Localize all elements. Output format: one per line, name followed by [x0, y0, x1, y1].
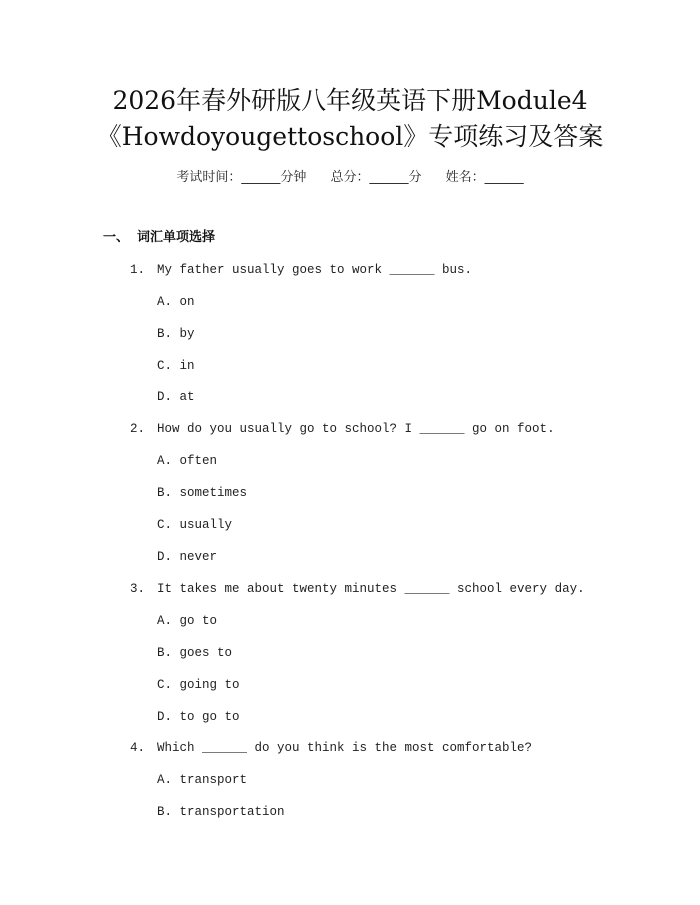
option-2a: A. often: [157, 454, 218, 468]
total-score: 总分：______分: [330, 170, 422, 185]
question-number: 4.: [130, 741, 146, 755]
option-2b: B. sometimes: [157, 486, 248, 500]
student-name: 姓名：______: [445, 170, 524, 185]
question-text: Which ______ do you think is the most comfortable?: [157, 741, 533, 755]
option-3b: B. goes to: [157, 646, 233, 660]
question-3: [130, 581, 585, 597]
question-1: [130, 262, 472, 278]
exam-info: [0, 169, 700, 187]
exam-time: 考试时间：______分钟: [176, 170, 307, 185]
section-title: 词汇单项选择: [137, 230, 216, 245]
option-3d: D. to go to: [157, 710, 240, 724]
question-2: [130, 421, 555, 437]
section-number: 一、: [103, 230, 130, 245]
question-number: 2.: [130, 422, 146, 436]
question-text: It takes me about twenty minutes ______ school every day.: [157, 582, 585, 596]
option-2c: C. usually: [157, 518, 233, 532]
question-number: 1.: [130, 263, 146, 277]
question-number: 3.: [130, 582, 146, 596]
option-2d: D. never: [157, 550, 218, 564]
question-4: [130, 740, 532, 756]
document-title-line-2: 《Howdoyougettoschool》专项练习及答案: [96, 122, 604, 151]
option-4b: B. transportation: [157, 805, 285, 819]
option-1a: A. on: [157, 295, 195, 309]
question-text: How do you usually go to school? I ______ go on foot.: [157, 422, 555, 436]
section-heading: [103, 229, 215, 247]
option-1b: B. by: [157, 327, 195, 341]
option-1c: C. in: [157, 359, 195, 373]
option-3c: C. going to: [157, 678, 240, 692]
question-text: My father usually goes to work ______ bus.: [157, 263, 473, 277]
option-1d: D. at: [157, 390, 195, 404]
option-3a: A. go to: [157, 614, 218, 628]
document-title-line-1: 2026年春外研版八年级英语下册Module4: [112, 86, 588, 115]
option-4a: A. transport: [157, 773, 248, 787]
